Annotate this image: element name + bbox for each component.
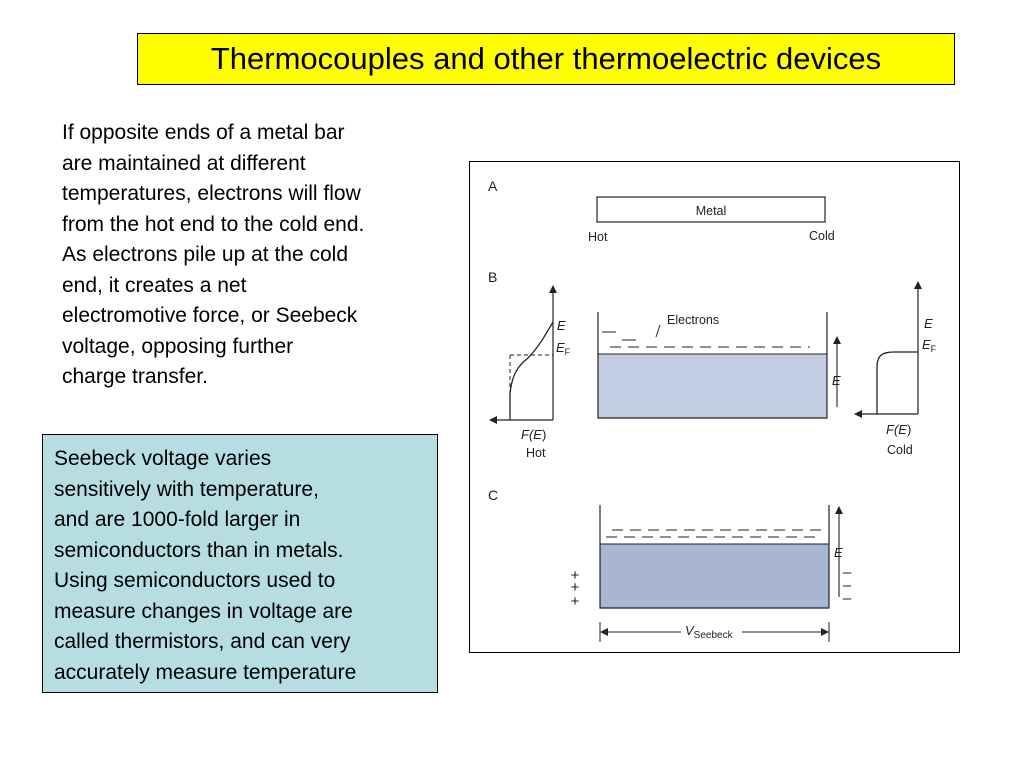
seebeck-figure xyxy=(469,161,960,653)
hot-graph-label: Hot xyxy=(526,446,546,460)
paragraph-line: are maintained at different xyxy=(62,151,306,175)
cold-ef-label xyxy=(922,337,937,354)
plus-sign: + xyxy=(570,593,580,610)
paragraph-line: temperatures, electrons will flow xyxy=(62,182,361,205)
cold-f-e: E xyxy=(898,422,907,437)
hot-ef-label xyxy=(556,340,571,357)
cold-ef-subscript: F xyxy=(930,344,937,354)
callout-line: accurately measure temperature xyxy=(54,660,357,684)
paragraph-line: If opposite ends of a metal bar xyxy=(62,121,345,144)
panel-b-label: B xyxy=(488,269,498,285)
hot-f-close: ) xyxy=(541,427,547,442)
paragraph-line: voltage, opposing further xyxy=(62,334,294,358)
slide-title xyxy=(137,33,955,85)
cold-e-axis-label: E xyxy=(924,316,933,331)
callout-line: called thermistors, and can very xyxy=(54,630,351,653)
callout-line: semiconductors than in metals. xyxy=(54,538,344,562)
well-e-label: E xyxy=(832,373,841,388)
cold-f-e-label xyxy=(886,422,911,437)
cold-end-label: Cold xyxy=(809,229,835,243)
cold-f-open: F( xyxy=(886,422,899,437)
hot-fermi-graph xyxy=(490,286,553,420)
seebeck-diagram xyxy=(470,162,959,652)
hot-ef-symbol: E xyxy=(556,340,565,355)
minus-sign: – xyxy=(842,590,852,607)
panel-a-label: A xyxy=(488,178,498,194)
title-text: Thermocouples and other thermoelectric devices xyxy=(210,41,882,76)
hot-e-axis-label: E xyxy=(557,318,566,333)
hot-ef-subscript: F xyxy=(564,347,571,357)
v-symbol: V xyxy=(685,623,694,638)
hot-f-e-label xyxy=(521,427,546,442)
plus-sign: + xyxy=(570,579,580,596)
callout-line: measure changes in voltage are xyxy=(54,599,353,623)
cold-ef-symbol: E xyxy=(922,337,931,352)
hot-f-open: F( xyxy=(521,427,534,442)
hot-f-e: E xyxy=(533,427,542,442)
potential-well xyxy=(598,312,837,418)
paragraph-line: end, it creates a net xyxy=(62,273,247,297)
callout-box xyxy=(42,434,438,693)
cold-graph-label: Cold xyxy=(887,443,913,457)
paragraph-line: from the hot end to the cold end. xyxy=(62,212,365,236)
paragraph-line: As electrons pile up at the cold xyxy=(62,243,349,266)
callout-line: Using semiconductors used to xyxy=(54,569,336,592)
v-subscript: Seebeck xyxy=(693,630,733,641)
seebeck-voltage-label xyxy=(685,623,734,641)
panel-c-label: C xyxy=(488,487,499,503)
seebeck-well-e-label: E xyxy=(834,545,843,560)
body-paragraph xyxy=(62,118,442,393)
electrons-label: Electrons xyxy=(667,313,720,327)
paragraph-line: charge transfer. xyxy=(62,365,208,388)
minus-sign: – xyxy=(842,564,852,581)
cold-f-close: ) xyxy=(906,422,912,437)
callout-line: Seebeck voltage varies xyxy=(54,447,272,470)
metal-label: Metal xyxy=(695,204,727,218)
callout-line: and are 1000-fold larger in xyxy=(54,508,301,531)
cold-fermi-graph xyxy=(855,282,918,414)
hot-end-label: Hot xyxy=(588,230,608,244)
paragraph-line: electromotive force, or Seebeck xyxy=(62,304,358,327)
plus-sign: + xyxy=(570,567,580,584)
minus-sign: – xyxy=(842,577,852,594)
callout-line: sensitively with temperature, xyxy=(54,477,319,501)
seebeck-well xyxy=(600,505,839,608)
